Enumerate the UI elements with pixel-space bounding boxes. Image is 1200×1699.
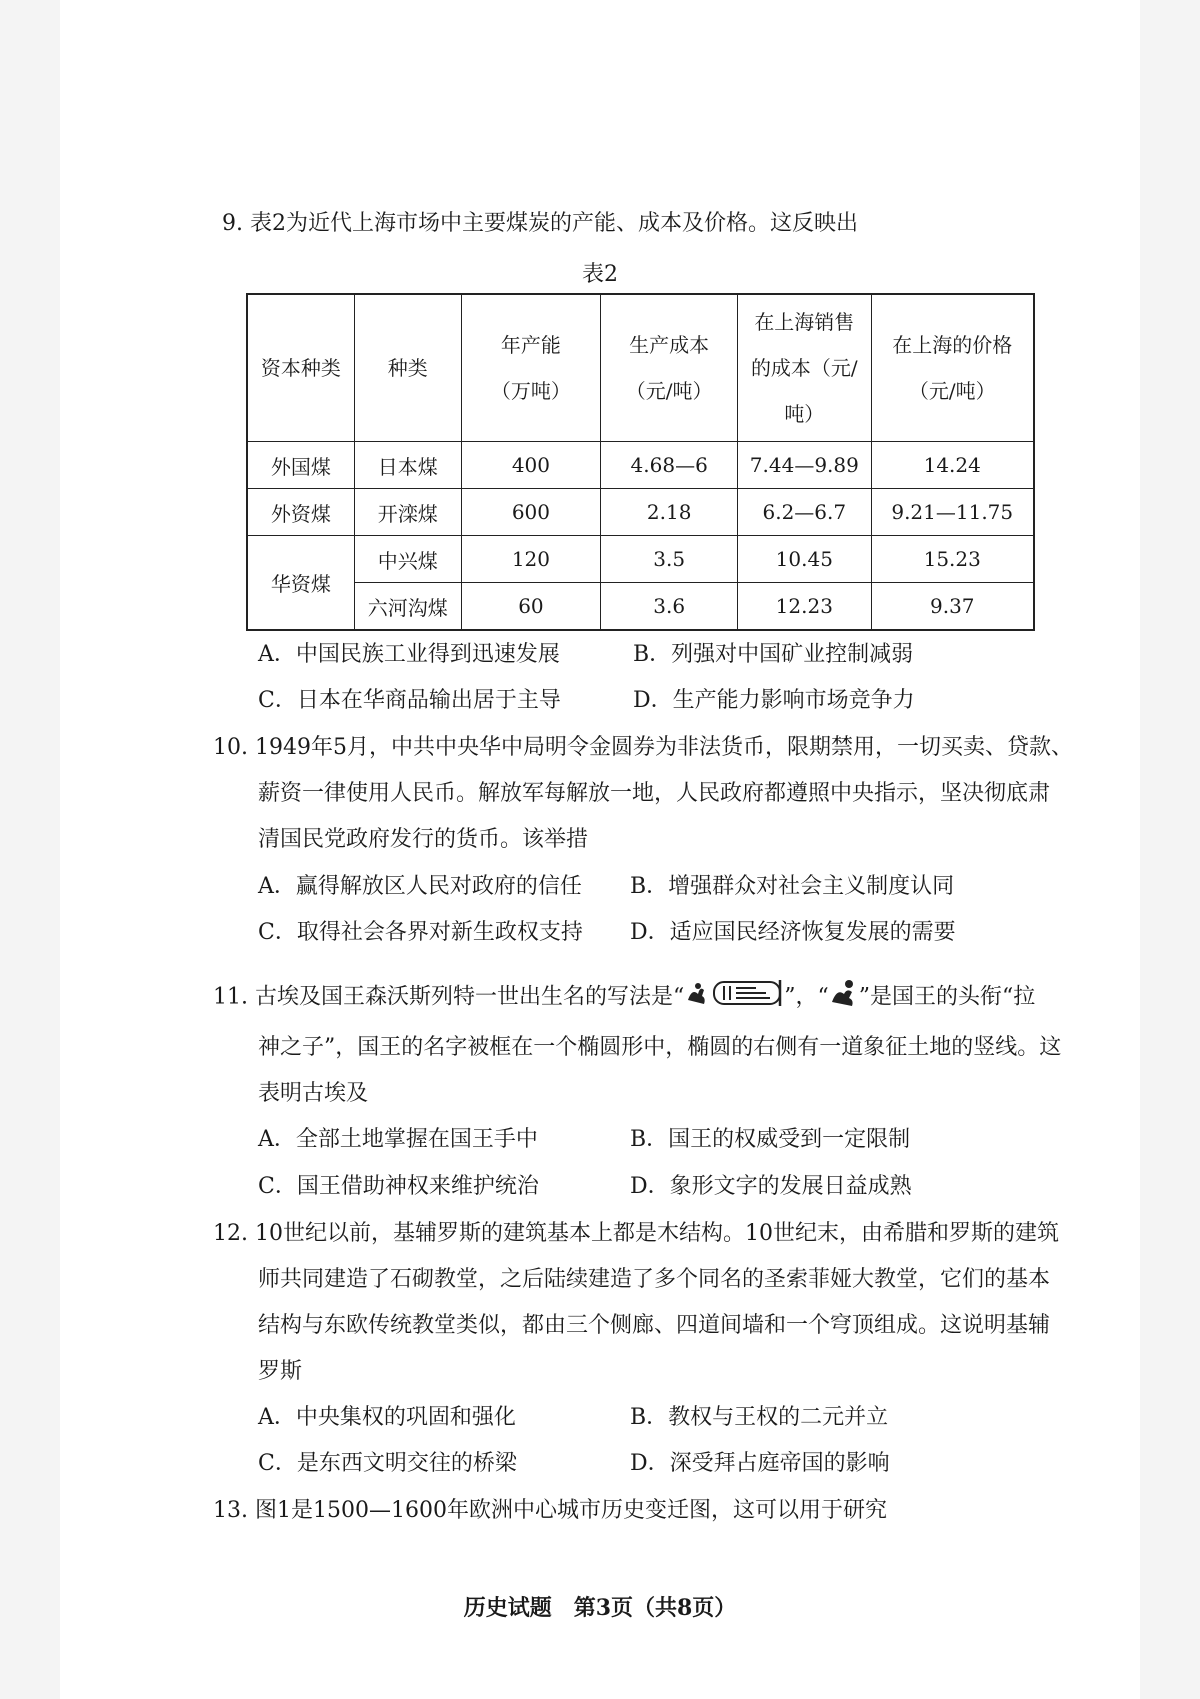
cell-price: 14.24 — [871, 442, 1034, 489]
table-row — [247, 489, 1034, 536]
cell-price: 15.23 — [871, 536, 1034, 583]
cell-capital: 外资煤 — [247, 489, 354, 536]
option-a: A．全部土地掌握在国王手中 — [258, 1127, 538, 1152]
question-12 — [213, 1219, 1059, 1249]
cell-kind: 日本煤 — [354, 442, 461, 489]
question-number: 12. — [213, 1221, 248, 1246]
table-row — [247, 536, 1034, 583]
option-d: D．深受拜占庭帝国的影响 — [630, 1451, 890, 1476]
question-text: ”是国王的头衔“拉 — [858, 984, 1036, 1010]
hieroglyph-title-icon — [829, 978, 859, 1017]
cell-sales-cost: 12.23 — [738, 583, 871, 631]
question-stem: 图1是1500—1600年欧洲中心城市历史变迁图，这可以用于研究 — [255, 1498, 887, 1523]
option-c: C．取得社会各界对新生政权支持 — [258, 920, 583, 945]
question-stem: 表2为近代上海市场中主要煤炭的产能、成本及价格。这反映出 — [250, 211, 858, 236]
option-b: B．国王的权威受到一定限制 — [630, 1127, 911, 1152]
header-kind: 种类 — [354, 294, 461, 442]
cell-kind: 中兴煤 — [354, 536, 461, 583]
page-footer: 历史试题 第3页（共8页） — [463, 1595, 737, 1621]
cell-kind: 开滦煤 — [354, 489, 461, 536]
question-text-line: 10世纪以前，基辅罗斯的建筑基本上都是木结构。10世纪末，由希腊和罗斯的建筑 — [255, 1221, 1059, 1246]
option-c: C．是东西文明交往的桥梁 — [258, 1451, 517, 1476]
question-text-line: 表明古埃及 — [258, 1081, 369, 1106]
cell-sales-cost: 6.2—6.7 — [738, 489, 871, 536]
coal-table — [246, 293, 1035, 631]
question-text: 古埃及国王森沃斯列特一世出生名的写法是“ — [255, 984, 685, 1010]
question-text-line: 罗斯 — [258, 1359, 303, 1384]
question-number: 11. — [213, 984, 248, 1010]
option-b: B．列强对中国矿业控制减弱 — [633, 642, 914, 667]
question-number: 13. — [213, 1498, 248, 1523]
cell-capacity: 120 — [461, 536, 601, 583]
option-a: A．赢得解放区人民对政府的信任 — [258, 874, 582, 899]
cell-price: 9.37 — [871, 583, 1034, 631]
cell-capacity: 60 — [461, 583, 601, 631]
option-d: D．适应国民经济恢复发展的需要 — [630, 920, 956, 945]
option-a: A．中央集权的巩固和强化 — [258, 1405, 516, 1430]
cell-capital: 华资煤 — [247, 536, 354, 631]
option-a: A．中国民族工业得到迅速发展 — [258, 642, 560, 667]
option-b: B．教权与王权的二元并立 — [630, 1405, 889, 1430]
question-text-line: 1949年5月，中共中央华中局明令金圆券为非法货币，限期禁用，一切买卖、贷款、 — [255, 735, 1073, 760]
hieroglyph-cartouche-icon — [684, 978, 784, 1017]
question-13 — [213, 1496, 887, 1526]
header-sales-cost: 在上海销售的成本（元/吨） — [738, 294, 871, 442]
header-capacity: 年产能（万吨） — [461, 294, 601, 442]
cell-price: 9.21—11.75 — [871, 489, 1034, 536]
table-caption: 表2 — [582, 262, 618, 287]
header-production-cost: 生产成本（元/吨） — [601, 294, 738, 442]
cell-kind: 六河沟煤 — [354, 583, 461, 631]
option-d: D．象形文字的发展日益成熟 — [630, 1174, 912, 1199]
question-9 — [222, 209, 858, 239]
header-price: 在上海的价格（元/吨） — [871, 294, 1034, 442]
table-row — [247, 583, 1034, 631]
cell-cost: 4.68—6 — [601, 442, 738, 489]
question-10 — [213, 733, 1073, 763]
cell-capital: 外国煤 — [247, 442, 354, 489]
option-c: C．国王借助神权来维护统治 — [258, 1174, 539, 1199]
cell-sales-cost: 7.44—9.89 — [738, 442, 871, 489]
option-d: D．生产能力影响市场竞争力 — [633, 688, 915, 713]
cell-cost: 3.6 — [601, 583, 738, 631]
question-11 — [213, 978, 1035, 1017]
cell-cost: 3.5 — [601, 536, 738, 583]
cell-cost: 2.18 — [601, 489, 738, 536]
option-c: C．日本在华商品输出居于主导 — [258, 688, 561, 713]
question-text-line: 师共同建造了石砌教堂，之后陆续建造了多个同名的圣索菲娅大教堂，它们的基本 — [258, 1267, 1051, 1292]
question-text: ”，“ — [784, 984, 829, 1010]
question-text-line: 神之子”，国王的名字被框在一个椭圆形中，椭圆的右侧有一道象征土地的竖线。这 — [258, 1035, 1062, 1060]
cell-capacity: 600 — [461, 489, 601, 536]
question-text-line: 清国民党政府发行的货币。该举措 — [258, 827, 589, 852]
cell-capacity: 400 — [461, 442, 601, 489]
question-text-line: 薪资一律使用人民币。解放军每解放一地，人民政府都遵照中央指示，坚决彻底肃 — [258, 781, 1051, 806]
question-number: 9. — [222, 211, 243, 236]
question-number: 10. — [213, 735, 248, 760]
question-text-line: 结构与东欧传统教堂类似，都由三个侧廊、四道间墙和一个穹顶组成。这说明基辅 — [258, 1313, 1051, 1338]
header-capital-type: 资本种类 — [247, 294, 354, 442]
table-row — [247, 442, 1034, 489]
option-b: B．增强群众对社会主义制度认同 — [630, 874, 955, 899]
cell-sales-cost: 10.45 — [738, 536, 871, 583]
